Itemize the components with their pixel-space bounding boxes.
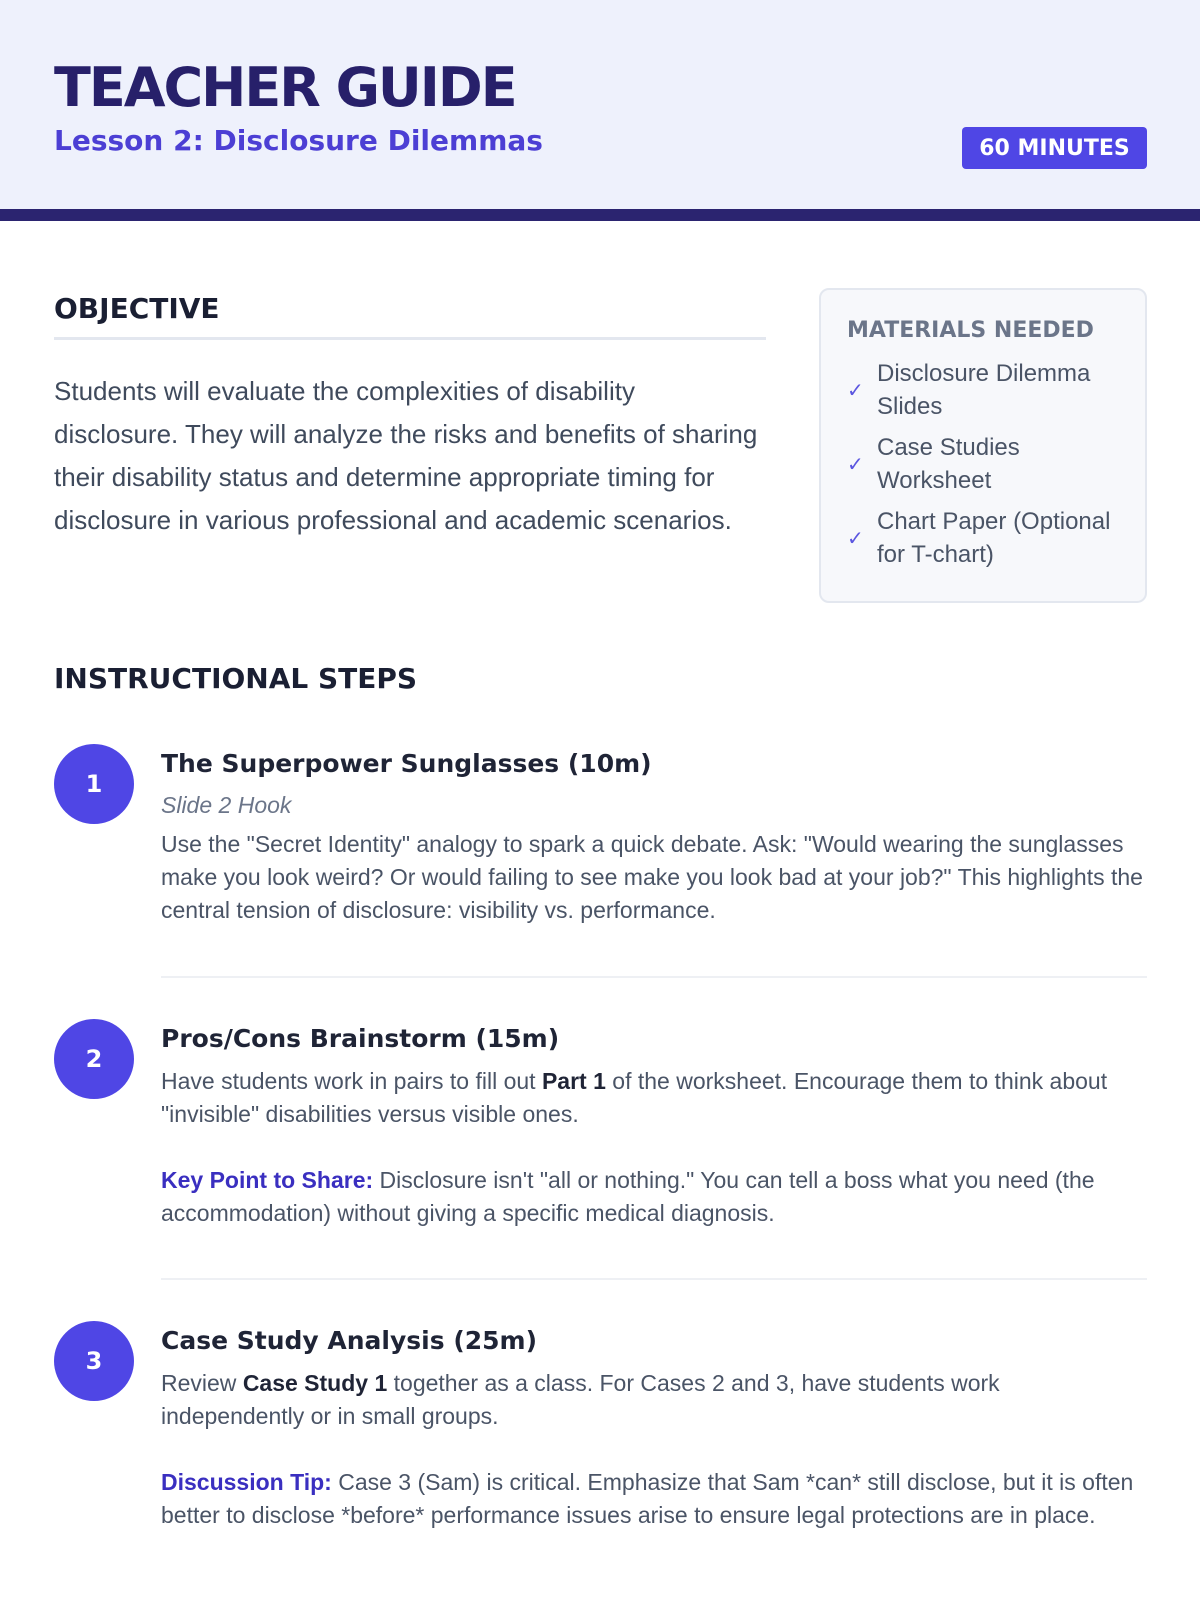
duration-badge: 60 MINUTES <box>962 127 1147 169</box>
material-label: Case Studies Worksheet <box>877 434 1020 494</box>
step-title: Pros/Cons Brainstorm (15m) <box>161 1024 560 1053</box>
step-text <box>161 1065 1147 1131</box>
check-icon: ✓ <box>847 526 864 550</box>
step-title: Case Study Analysis (25m) <box>161 1326 538 1355</box>
steps-heading: INSTRUCTIONAL STEPS <box>54 662 418 695</box>
step-number: 3 <box>54 1321 134 1401</box>
step-text: Use the "Secret Identity" analogy to spark a quick debate. Ask: "Would wearing the sunglasses make you look weird? Or would failing to see make you look bad at your job?" This highlights the central tension of disclosure: visibility vs. performance. <box>161 831 1143 923</box>
step-text-before: Review <box>161 1370 243 1396</box>
step-divider <box>161 1278 1147 1280</box>
page-header <box>0 0 1200 221</box>
lesson-subtitle: Lesson 2: Disclosure Dilemmas <box>54 124 543 157</box>
material-label: Chart Paper (Optional for T-chart) <box>877 508 1111 568</box>
step-body <box>161 1321 1147 1532</box>
step-number: 1 <box>54 744 134 824</box>
step-text <box>161 1367 1147 1433</box>
step-text-before: Have students work in pairs to fill out <box>161 1068 542 1094</box>
note-label: Key Point to Share: <box>161 1167 374 1193</box>
step-subtitle: Slide 2 Hook <box>161 792 292 818</box>
step-text-bold: Part 1 <box>541 1068 606 1094</box>
step-divider <box>161 976 1147 978</box>
page-title: TEACHER GUIDE <box>54 56 516 119</box>
materials-panel <box>819 288 1147 603</box>
material-item <box>847 505 1121 571</box>
note-label: Discussion Tip: <box>161 1469 332 1495</box>
note-text: Case 3 (Sam) is critical. Emphasize that Sam *can* still disclose, but it is often better to disclose *before* performance issues arise to ensure legal protections are in place. <box>161 1469 1134 1528</box>
step-title: The Superpower Sunglasses (10m) <box>161 749 652 778</box>
material-item <box>847 431 1121 497</box>
step-number: 2 <box>54 1019 134 1099</box>
check-icon: ✓ <box>847 452 864 476</box>
discussion-tip-note <box>161 1466 1147 1532</box>
step-text-after: together as a class. For Cases 2 and 3, have students work independently or in small groups. <box>161 1370 1000 1429</box>
material-item <box>847 357 1121 423</box>
key-point-note <box>161 1164 1147 1230</box>
check-icon: ✓ <box>847 378 864 402</box>
step-text-bold: Case Study 1 <box>242 1370 388 1396</box>
step-body <box>161 1019 1147 1230</box>
note-text: Disclosure isn't "all or nothing." You can tell a boss what you need (the accommodation) without giving a specific medical diagnosis. <box>161 1167 1095 1226</box>
step-text-after: of the worksheet. Encourage them to think about "invisible" disabilities versus visible ones. <box>161 1068 1108 1127</box>
step-body <box>161 744 1147 927</box>
objective-text: Students will evaluate the complexities of disability disclosure. They will analyze the risks and benefits of sharing their disability status and determine appropriate timing for disclosure in various professional and academic scenarios. <box>54 376 758 535</box>
materials-title: MATERIALS NEEDED <box>847 318 1094 343</box>
objective-heading: OBJECTIVE <box>54 292 766 340</box>
material-label: Disclosure Dilemma Slides <box>877 360 1091 420</box>
